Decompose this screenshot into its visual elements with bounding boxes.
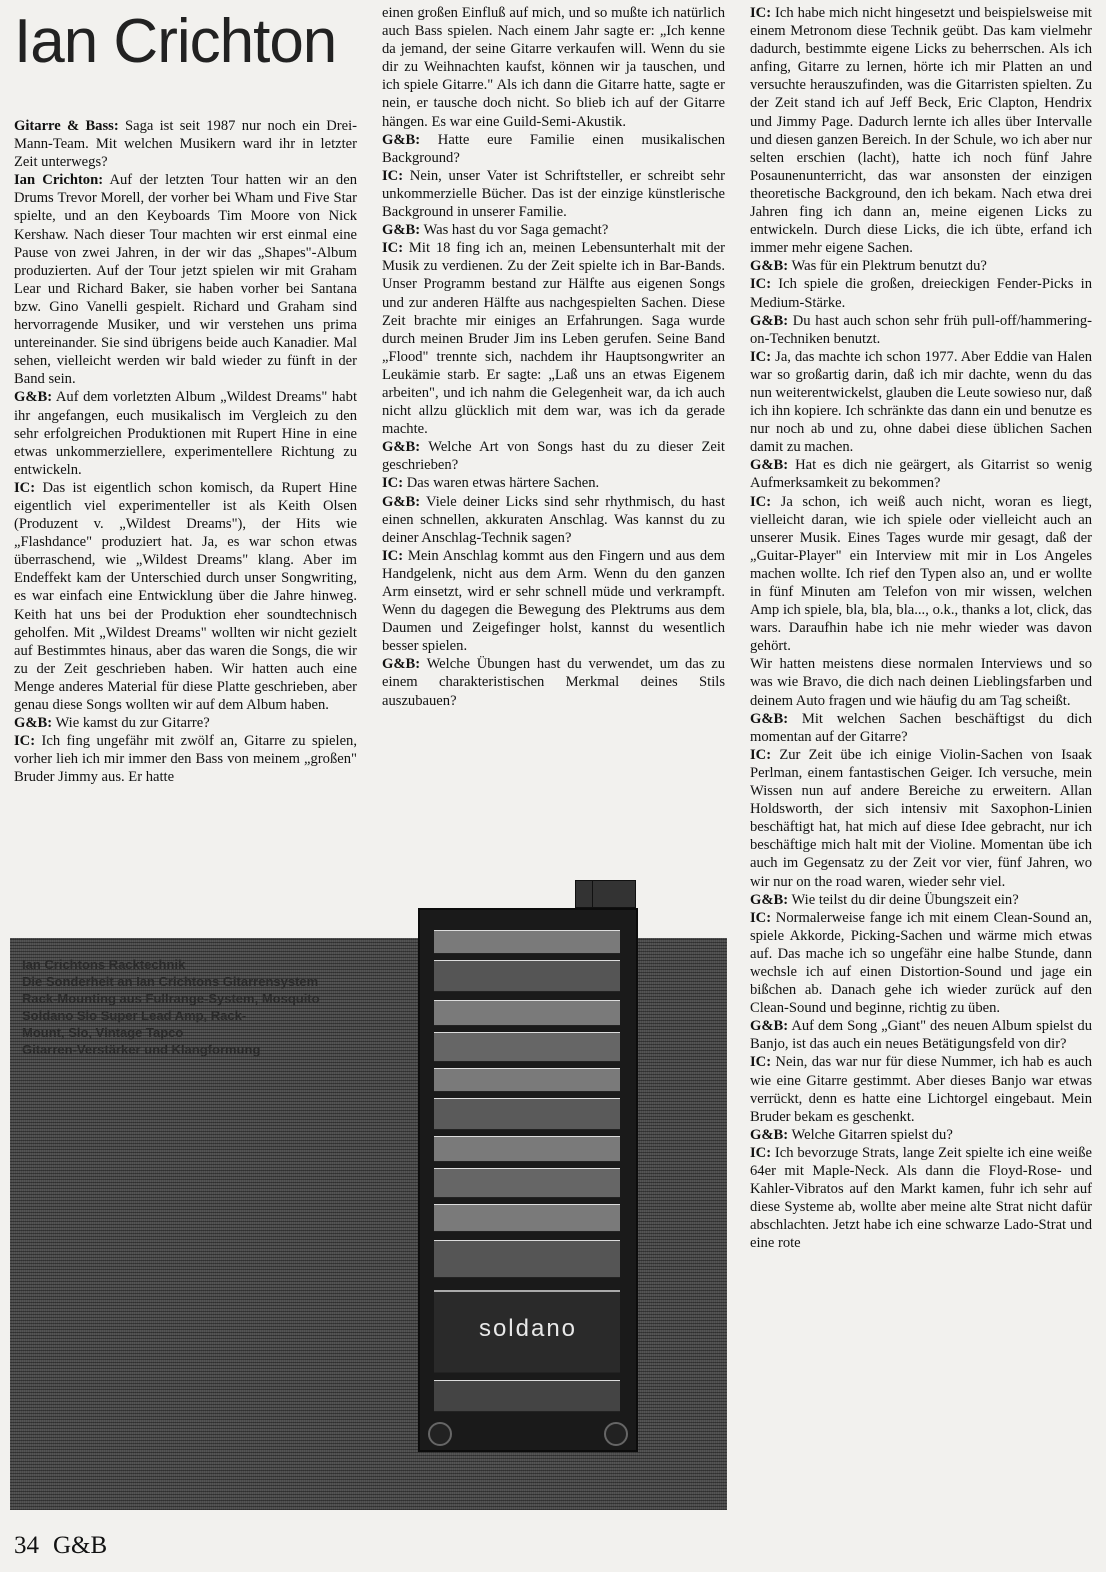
article-paragraph [14,732,357,786]
article-paragraph [750,275,1092,311]
paragraph-text: Nein, unser Vater ist Schriftsteller, er schreibt sehr unkommerzielle Bücher. Das ist der einzige künstlerische Background in unserer Familie. [382,167,725,221]
article-paragraph [382,655,725,709]
article-title: Ian Crichton [14,7,337,76]
article-paragraph [14,171,357,388]
paragraph-text: Was für ein Plektrum benutzt du? [788,258,987,275]
speaker-label: IC: [14,479,36,496]
article-paragraph [382,131,725,167]
article-paragraph [382,493,725,547]
article-paragraph [750,655,1092,709]
paragraph-text: Das waren etwas härtere Sachen. [403,475,600,492]
article-paragraph [382,438,725,474]
article-paragraph [382,547,725,656]
article-paragraph [750,1017,1092,1053]
paragraph-text: Wir hatten meistens diese normalen Interviews und so was wie Bravo, die dich nach deinen Lieblingsfarben und deinem Auto fragen und wie häufig du am Tag scheißt. [750,656,1092,709]
caster-wheel [428,1422,452,1446]
speaker-label: G&B: [382,222,421,239]
paragraph-text: Was hast du vor Saga gemacht? [420,222,609,239]
rack-unit [434,1000,620,1026]
caster-wheel [604,1422,628,1446]
speaker-label: IC: [382,475,404,492]
page-number: 34 [14,1532,39,1559]
rack-unit [434,1240,620,1278]
speaker-label: G&B: [382,439,421,456]
caption-line: Rack-Mounting aus Fullrange-System, Mosquito [22,991,320,1006]
article-paragraph [14,117,357,171]
article-paragraph [750,348,1092,457]
magazine-name: G&B [53,1532,108,1559]
speaker-label: IC: [750,5,772,21]
speaker-label: IC: [750,493,772,510]
paragraph-text: Viele deiner Licks sind sehr rhythmisch, du hast einen schnellen, akkuraten Anschlag. Was kannst du zu deiner Anschlag-Technik sagen? [382,493,725,546]
article-paragraph [750,4,1092,257]
paragraph-text: Welche Übungen hast du verwendet, um das zu einem charakteristischen Merkmal deines Stils auszubauen? [382,656,725,709]
article-paragraph [382,221,725,239]
text-column-2 [382,4,725,834]
speaker-label: G&B: [750,457,789,474]
paragraph-text: Ich spiele die großen, dreieckigen Fender-Picks in Medium-Stärke. [750,276,1092,311]
speaker-label: G&B: [382,131,421,148]
caption-line: Die Sonderheit an Ian Crichtons Gitarrensystem [22,974,319,989]
article-paragraph [382,239,725,438]
caption-line: Ian Crichtons Racktechnik [22,957,186,972]
paragraph-text: Nein, das war nur für diese Nummer, ich hab es auch wie eine Gitarre gestimmt. Aber dieses Banjo war etwas verrückt, denn es hatte eine Lichtorgel eingebaut. Mein Bruder bekam es geschenkt. [750,1054,1092,1125]
paragraph-text: Wie teilst du dir deine Übungszeit ein? [788,891,1019,908]
caption-line: Mount, Slo, Vintage Tapco [22,1025,184,1040]
wireless-receiver [592,880,636,908]
paragraph-text: Du hast auch schon sehr früh pull-off/hammering-on-Techniken benutzt. [750,312,1092,347]
article-paragraph [750,909,1092,1018]
rack-unit [434,1136,620,1162]
paragraph-text: Normalerweise fange ich mit einem Clean-Sound an, spiele Akkorde, Picking-Sachen und wärme mich etwas auf. Das mache ich so ungefähr eine halbe Stunde, dann wechsle ich auf einen Distortion-Sound und jage ein bißchen ab. Danach gehe ich wieder zurück auf den Clean-Sound und beginne, richtig zu üben. [750,909,1092,1017]
rack-unit [434,1204,620,1232]
article-paragraph [14,714,357,732]
article-paragraph [14,388,357,478]
paragraph-text: Welche Gitarren spielst du? [788,1126,953,1143]
speaker-label: IC: [750,348,772,365]
rack-unit [434,1032,620,1062]
rack-base [434,1380,620,1412]
paragraph-text: Zur Zeit übe ich einige Violin-Sachen von Isaak Perlman, einem fantastischen Geiger. Ich versuche, mein Wissen nun auf andere Bereiche zu erweitern. Allan Holdsworth, der sich intensiv mit Saxophon-Linien beschäftigt hat, hat mich auf diese Idee gebracht, nur ich beschäftige mich halt mit der Violine. Momentan übe ich auch im Gegensatz zu der Zeit vor vier, fünf Jahren, wo wir nur on the road waren, wieder sehr viel. [750,746,1092,890]
article-paragraph [750,710,1092,746]
paragraph-text: Ich habe mich nicht hingesetzt und beispielsweise mit einem Metronom diese Technik geübt. Das kam vielmehr dadurch, bestimmte eigene Licks zu beherrschen. Als ich anfing, Gitarre zu lernen, hörte ich mir Platten an und versuchte herauszufinden, was die Gitarristen spielten. Zu der Zeit stand ich auf Jeff Beck, Eric Clapton, Hendrix und Jimmy Page. Dadurch lernte ich alles über Intervalle und diesen ganzen Bereich. In der Schule, wo ich aber nur selten erschien (lacht), hatte ich noch fünf Jahre Posaunenunterricht, das war ansonsten der einzigen theoretische Background, den ich bekam. Nach etwa drei Jahren fing ich dann an, meine eigenen Licks zu entwickeln. Durch diese Licks, die ich übte, erfand ich immer mehr eigene Sachen. [750,5,1092,257]
rack-unit [434,930,620,954]
speaker-label: IC: [382,547,404,564]
paragraph-text: Mit welchen Sachen beschäftigst du dich momentan auf der Gitarre? [750,710,1092,745]
paragraph-text: Mein Anschlag kommt aus den Fingern und aus dem Handgelenk, nicht aus dem Arm. Wenn du den ganzen Arm einsetzt, wird er sehr schnell müde und verkrampft. Wenn du dagegen die Bewegung des Plektrums aus dem Daumen und Zeigefinger holst, kannst du wesentlich besser spielen. [382,547,725,655]
paragraph-text: Welche Art von Songs hast du zu dieser Zeit geschrieben? [382,439,725,474]
article-paragraph [382,474,725,492]
page-footer [14,1532,121,1560]
speaker-label: G&B: [750,312,789,329]
paragraph-text: einen großen Einfluß auf mich, und so mußte ich natürlich auch Bass spielen. Nach einem Jahr sagte er: „Ich kenne da jemand, der seine Gitarre verkaufen will. Wenn du sie dir zu Weihnachten kaufst, können wir ja tauschen, und ich spiele Gitarre." Als ich dann die Gitarre hatte, sagte er nein, er tausche doch nicht. So blieb ich auf der Gitarre hängen. Es war eine Guild-Semi-Akustik. [382,5,725,130]
paragraph-text: Hat es dich nie geärgert, als Gitarrist so wenig Aufmerksamkeit zu bekommen? [750,457,1092,492]
speaker-label: IC: [382,167,404,184]
article-paragraph [750,257,1092,275]
article-paragraph [750,1126,1092,1144]
rack-unit [434,1098,620,1130]
paragraph-text: Auf der letzten Tour hatten wir an den Drums Trevor Morell, der vorher bei Wham und Five Star spielte, und an den Keyboards Tim Moore von Nick Kershaw. Nach dieser Tour machten wir erst einmal eine Pause von zwei Jahren, in der wir das „Shapes"-Album produzierten. Auf der Tour jetzt spielen wir mit Graham Lear und Richard Baker, sie haben vorher bei Santana bzw. Gino Vanelli gespielt. Richard und Graham sind hervorragende Musiker, und wir verstehen uns prima untereinander. Sie sind übrigens beide auch Kanadier. Mal sehen, vielleicht werden wir bald wieder zu fünft in der Band sein. [14,172,357,388]
text-column-3 [750,4,1092,1514]
caption-line: Soldano Slo Super Lead Amp, Rack- [22,1008,247,1023]
speaker-label: IC: [750,909,772,926]
paragraph-text: Ja, das machte ich schon 1977. Aber Eddie van Halen war so großartig darin, daß ich mir dachte, wenn du das nun weiterentwickelst, glauben die Leute sowieso nur, daß ich ihn kopiere. Ich schränkte das dann ein und benutze es nur noch ab und zu, ohne dabei diese üblichen Sachen damit zu machen. [750,348,1092,456]
paragraph-text: Saga ist seit 1987 nur noch ein Drei-Mann-Team. Mit welchen Musikern ward ihr in letzter Zeit unterwegs? [14,118,357,171]
speaker-label: IC: [14,733,36,750]
speaker-label: G&B: [750,710,789,727]
article-paragraph [14,479,357,714]
paragraph-text: Auf dem vorletzten Album „Wildest Dreams" habt ihr angefangen, euch musikalisch im Vergleich zu den sehr erfolgreichen Produktionen mit Rupert Hine in eine etwas unkommerziellere, experimentellere Richtung zu entwickeln. [14,389,357,478]
speaker-label: IC: [750,276,772,293]
rack-unit [434,960,620,992]
paragraph-text: Ich fing ungefähr mit zwölf an, Gitarre zu spielen, vorher lieh ich mir immer den Bass von meinem „großen" Bruder Jimmy aus. Er hatte [14,733,357,786]
speaker-label: IC: [750,1144,772,1161]
paragraph-text: Wie kamst du zur Gitarre? [52,715,210,732]
text-column-1 [14,117,357,917]
article-paragraph [750,456,1092,492]
article-paragraph [750,312,1092,348]
speaker-label: Gitarre & Bass: [14,118,119,134]
rack-unit [434,1168,620,1198]
speaker-label: Ian Crichton: [14,172,104,189]
speaker-label: G&B: [750,1018,789,1035]
article-paragraph [750,1053,1092,1125]
paragraph-text: Mit 18 fing ich an, meinen Lebensunterhalt mit der Musik zu verdienen. Zu der Zeit spielte ich in Bar-Bands. Unser Programm bestand zur Hälfte aus eigenen Songs und zur anderen Hälfte aus nachgespielten Sachen. Diese Zeit brachte mir einiges an Erfahrungen. Saga wurde durch meinen Bruder Jim ins Leben gerufen. Seine Band „Flood" trennte sich, nachdem ihr Hauptsongwriter an Leukämie starb. Er sagte: „Laß uns an etwas Eigenem arbeiten", und ich nahm die Gelegenheit war, da ich auch nicht allzu glücklich mit dem war, was ich da gerade machte. [382,240,725,438]
article-paragraph [382,167,725,221]
speaker-label: G&B: [382,656,421,673]
paragraph-text: Hatte eure Familie einen musikalischen Background? [382,131,725,166]
paragraph-text: Ja schon, ich weiß auch nicht, woran es liegt, vielleicht daran, wie ich spiele oder vielleicht auch an unserer Musik. Eines Tages wurde mir gesagt, daß der „Guitar-Player" ein Interview mit mir in Los Angeles machen wollte. Ich rief den Typen also an, und er wollte in fünf Minuten am Telefon von mir wissen, welchen Amp ich spiele, bla, bla, bla..., o.k., thanks a lot, click, das wars. Daraufhin habe ich nie mehr wieder was davon gehört. [750,493,1092,655]
photo-caption [22,956,392,1058]
rack-unit [434,1068,620,1092]
speaker-label: G&B: [14,715,53,732]
article-paragraph [382,4,725,131]
speaker-label: G&B: [14,389,53,406]
speaker-label: IC: [750,746,772,763]
equipment-rack [418,908,638,1452]
article-paragraph [750,891,1092,909]
article-paragraph [750,493,1092,656]
paragraph-text: Auf dem Song „Giant" des neuen Album spielst du Banjo, ist das auch ein neues Betätigungsfeld von dir? [750,1018,1092,1053]
amp-brand-label: soldano [478,1315,578,1342]
speaker-label: G&B: [750,1126,789,1143]
speaker-label: IC: [382,240,404,257]
article-paragraph [750,746,1092,891]
speaker-label: G&B: [750,258,789,275]
paragraph-text: Das ist eigentlich schon komisch, da Rupert Hine eigentlich viel experimenteller ist als Keith Olsen (Produzent v. „Wildest Dreams"), der Hits wie „Flashdance" produziert hat. Ja, es war schon etwas überraschend, wie „Wildest Dreams" klang. Aber im Endeffekt kam der Unterschied durch unser Songwriting, es war einfach eine Entwicklung über die Jahre hinweg. Keith hat uns bei der Produktion eher soundtechnisch geholfen. Mit „Wildest Dreams" wollten wir nicht gezielt auf Bestimmtes hinaus, aber das waren die Songs, die wir zu der Zeit geschrieben haben. Wir hatten auch eine Menge anderes Material für diese Platte geschrieben, aber genau diese Songs wollten wir auf dem Album haben. [14,479,357,713]
speaker-label: IC: [750,1054,772,1071]
caption-line: Gitarren-Verstärker und Klangformung [22,1042,261,1057]
paragraph-text: Ich bevorzuge Strats, lange Zeit spielte ich eine weiße 64er mit Maple-Neck. Als dann die Floyd-Rose- und Kahler-Vibratos auf den Markt kamen, fuhr ich sehr auf diese Systeme ab, wollte aber meine alte Strat nicht dafür abschlachten. Jetzt habe ich eine schwarze Lado-Strat und eine rote [750,1144,1092,1252]
article-paragraph [750,1144,1092,1253]
speaker-label: G&B: [750,891,789,908]
speaker-label: G&B: [382,493,421,510]
